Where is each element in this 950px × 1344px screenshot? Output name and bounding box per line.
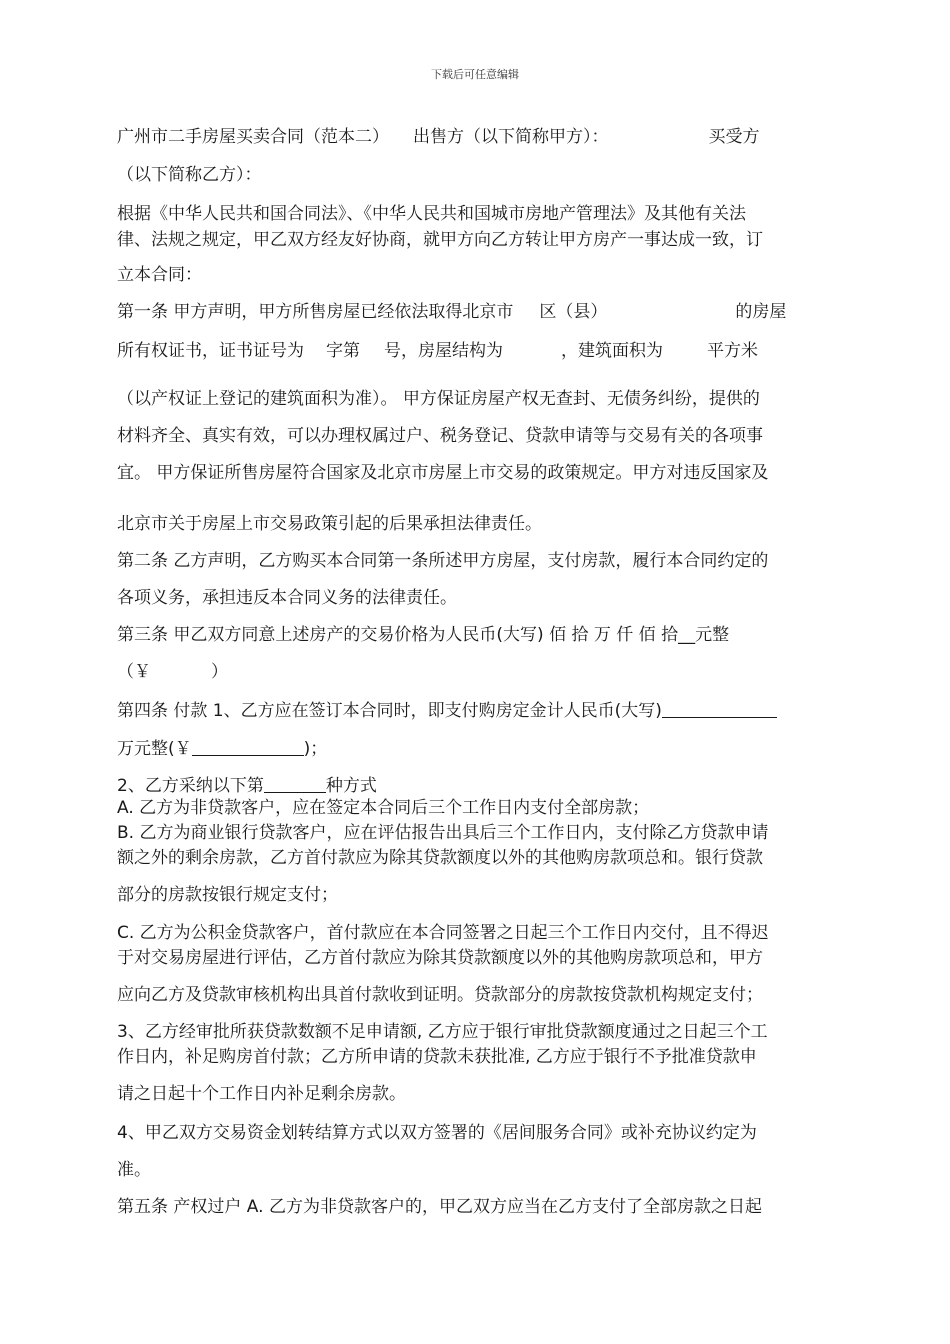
line-29: 4、甲乙双方交易资金划转结算方式以双方签署的《居间服务合同》或补充协议约定为 xyxy=(117,1123,757,1143)
line-24: 于对交易房屋进行评估，乙方首付款应为除其贷款额度以外的其他购房款项总和，甲方 xyxy=(117,948,763,968)
line-31: 第五条 产权过户 A. 乙方为非贷款客户的，甲乙双方应当在乙方支付了全部房款之日起 xyxy=(117,1197,762,1217)
line-9: 材料齐全、真实有效，可以办理权属过户、税务登记、贷款申请等与交易有关的各项事 xyxy=(117,426,763,446)
line-5: 立本合同： xyxy=(117,265,202,285)
line-18: 2、乙方采纳以下第 种方式 xyxy=(117,776,377,796)
line-10: 宜。 甲方保证所售房屋符合国家及北京市房屋上市交易的政策规定。甲方对违反国家及 xyxy=(117,463,769,483)
line-26: 3、乙方经审批所获贷款数额不足申请额, 乙方应于银行审批贷款额度通过之日起三个工 xyxy=(117,1022,768,1042)
buyer-label: 买受方 xyxy=(708,127,760,147)
line-3: 根据《中华人民共和国合同法》、《中华人民共和国城市房地产管理法》及其他有关法 xyxy=(117,204,746,224)
line-28: 请之日起十个工作日内补足剩余房款。 xyxy=(117,1084,406,1104)
line-30: 准。 xyxy=(117,1160,151,1180)
line-25: 应向乙方及贷款审核机构出具首付款收到证明。贷款部分的房款按贷款机构规定支付； xyxy=(117,985,763,1005)
line-23: C. 乙方为公积金贷款客户，首付款应在本合同签署之日起三个工作日内交付，且不得迟 xyxy=(117,923,769,943)
line-27: 作日内，补足购房首付款；乙方所申请的贷款未获批准, 乙方应于银行不予批准贷款申 xyxy=(117,1047,757,1067)
line-20: B. 乙方为商业银行贷款客户，应在评估报告出具后三个工作日内，支付除乙方贷款申请 xyxy=(117,823,769,843)
line-7: 所有权证书，证书证号为 字第 号，房屋结构为 ，建筑面积为 平方米 xyxy=(117,341,758,361)
contract-title: 广州市二手房屋买卖合同（范本二） xyxy=(117,127,389,147)
line-17: 万元整(￥ )； xyxy=(117,739,328,759)
method-blank xyxy=(264,774,326,793)
deposit-blank xyxy=(662,699,777,718)
line-19: A. 乙方为非贷款客户，应在签定本合同后三个工作日内支付全部房款； xyxy=(117,798,650,818)
seller-label: 出售方（以下简称甲方）： xyxy=(413,127,609,147)
line-13: 各项义务，承担违反本合同义务的法律责任。 xyxy=(117,588,457,608)
deposit-amount-blank xyxy=(192,737,304,756)
line-15: （￥ ） xyxy=(117,662,228,682)
line-12: 第二条 乙方声明，乙方购买本合同第一条所述甲方房屋，支付房款，履行本合同约定的 xyxy=(117,551,769,571)
line-16: 第四条 付款 1、乙方应在签订本合同时，即支付购房定金计人民币(大写) xyxy=(117,699,777,722)
line-1 xyxy=(117,126,760,148)
line-4: 律、法规之规定，甲乙双方经友好协商，就甲方向乙方转让甲方房产一事达成一致，订 xyxy=(117,230,763,250)
line-11: 北京市关于房屋上市交易政策引起的后果承担法律责任。 xyxy=(117,514,542,534)
line-8: （以产权证上登记的建筑面积为准）。 甲方保证房屋产权无查封、无债务纠纷，提供的 xyxy=(117,389,760,409)
line-2: （以下简称乙方）： xyxy=(117,165,262,185)
page-header: 下载后可任意编辑 xyxy=(431,68,519,81)
line-14: 第三条 甲乙双方同意上述房产的交易价格为人民币(大写) 佰 拾 万 仟 佰 拾__元整 xyxy=(117,625,730,645)
line-6: 第一条 甲方声明，甲方所售房屋已经依法取得北京市 区（县） 的房屋 xyxy=(117,302,787,322)
line-22: 部分的房款按银行规定支付； xyxy=(117,885,338,905)
line-21: 额之外的剩余房款，乙方首付款应为除其贷款额度以外的其他购房款项总和。银行贷款 xyxy=(117,848,763,868)
